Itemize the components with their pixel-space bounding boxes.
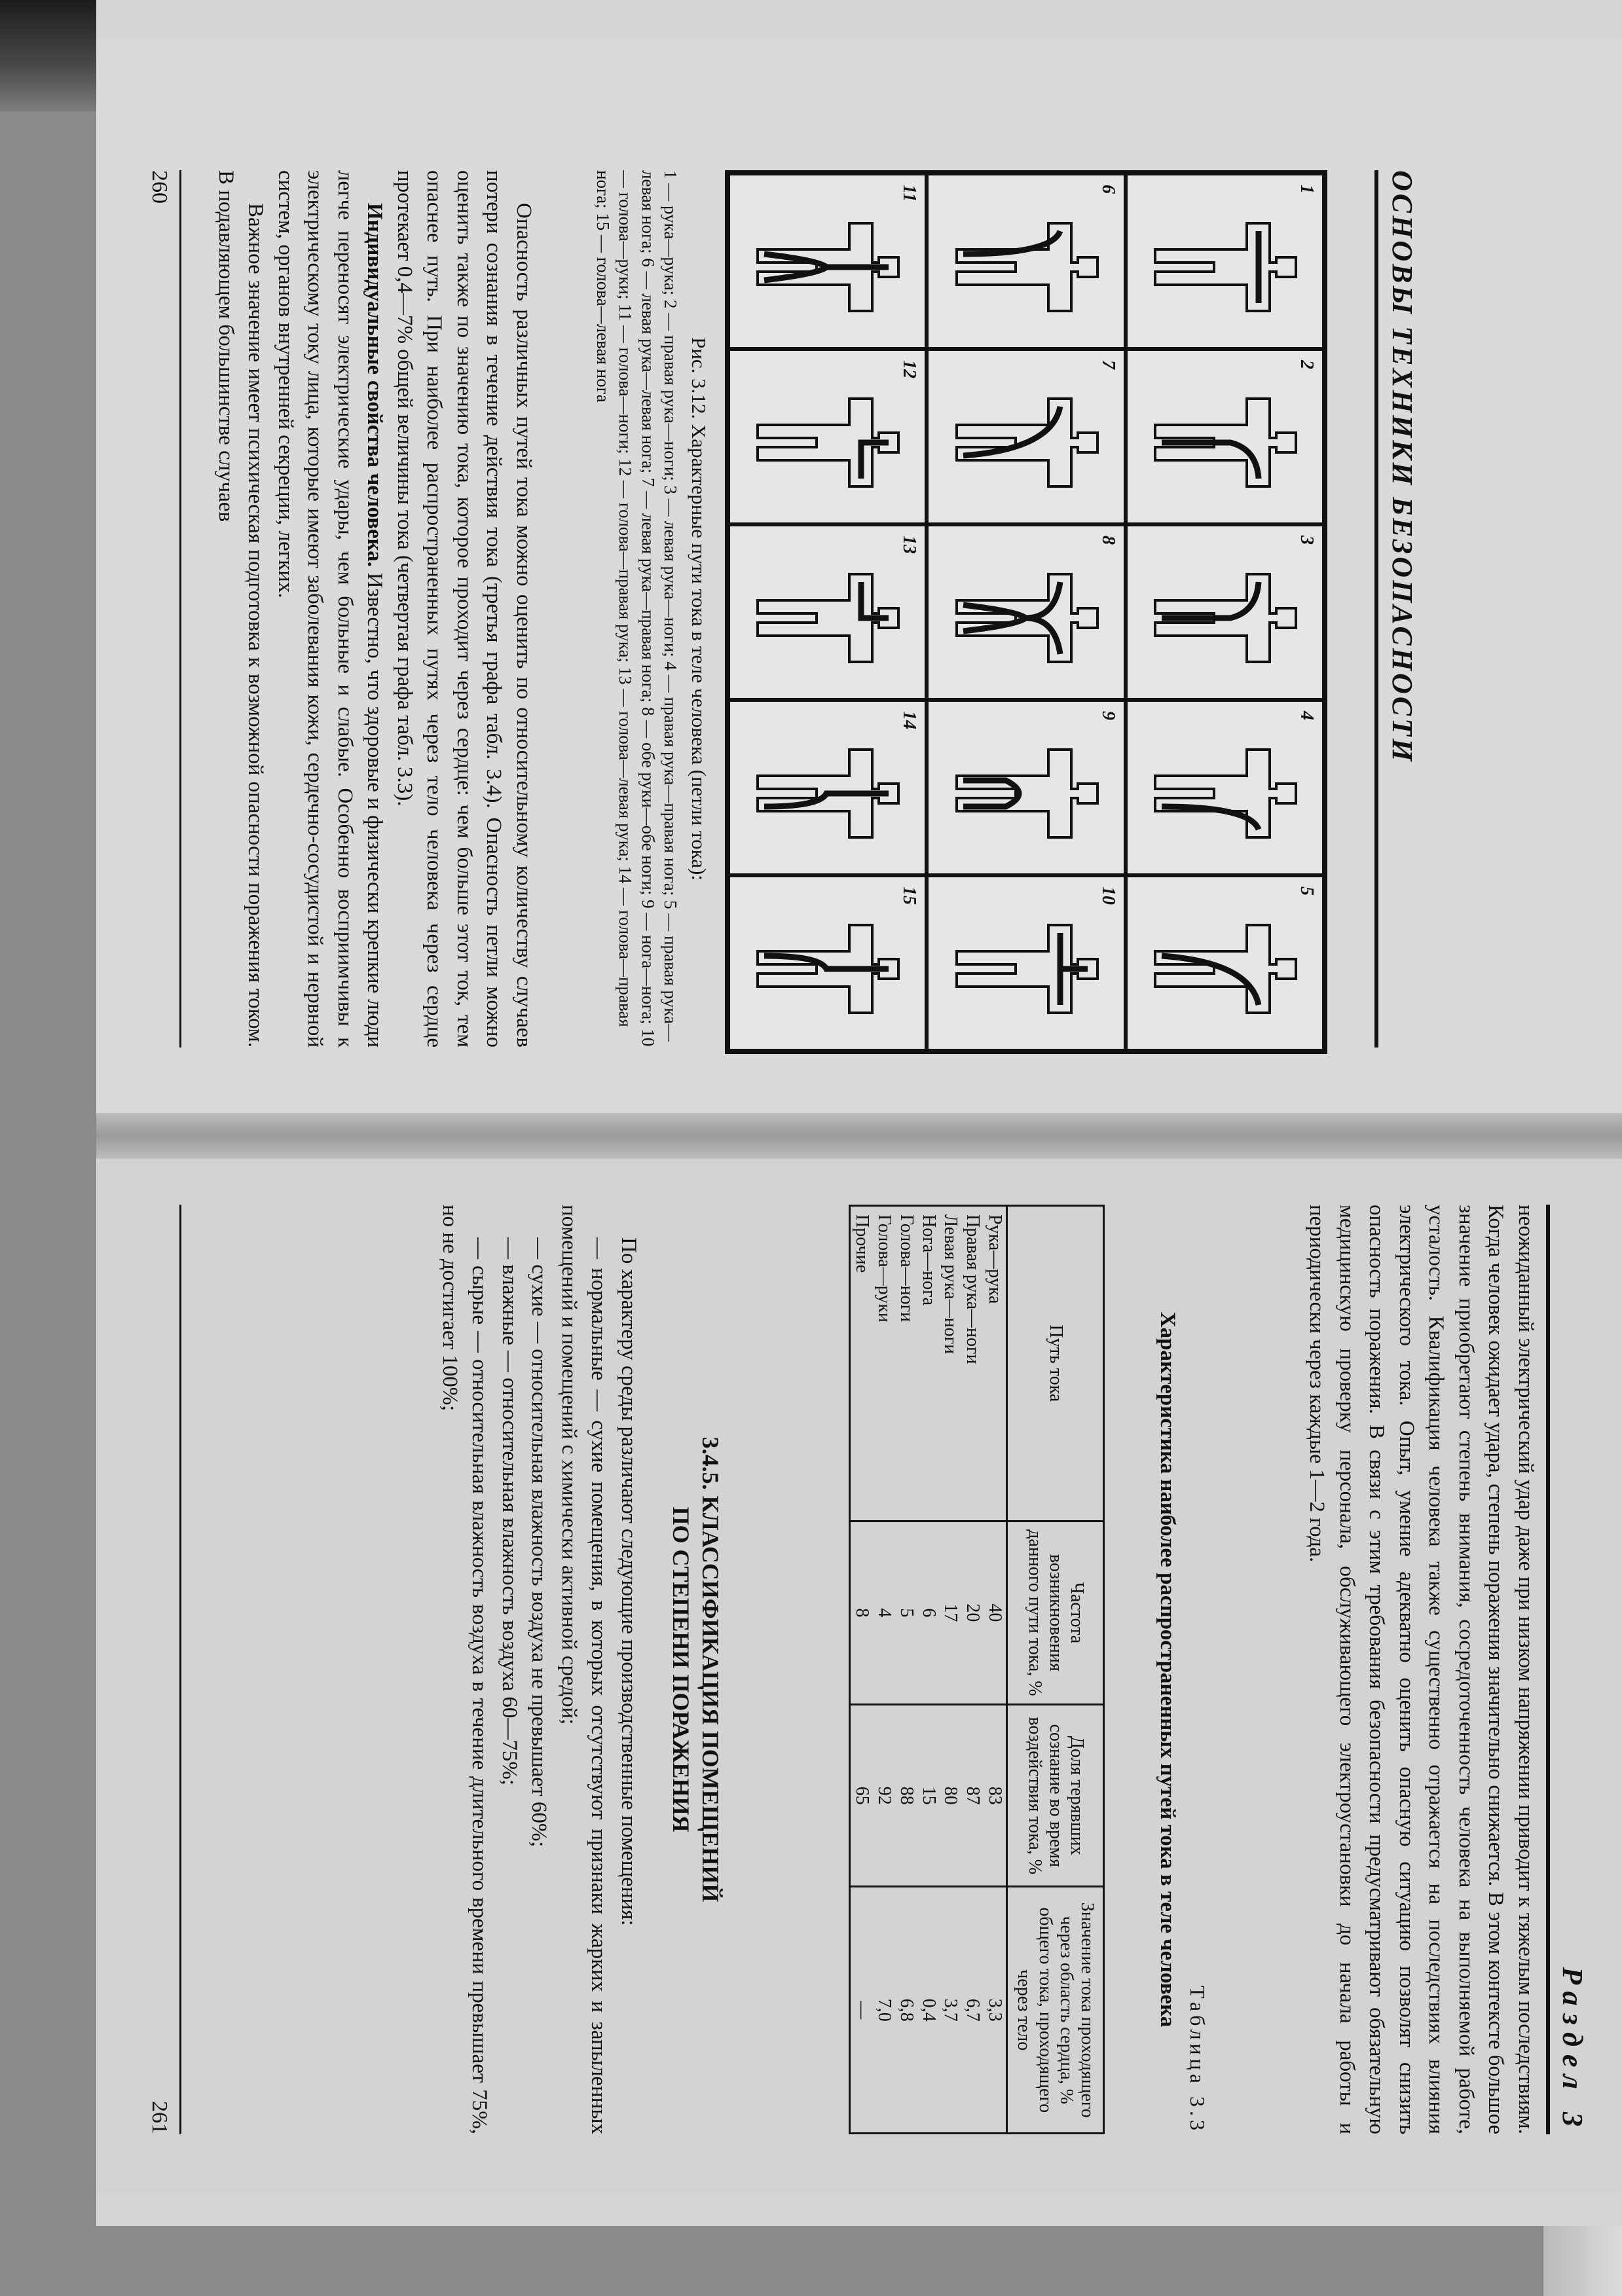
list-item: — нормальные — сухие помещения, в которых отсутствуют признаки жарких и запыленных помещений и помещений с химически активной средой; [557, 1205, 611, 2134]
figure-cell [927, 700, 1125, 875]
table-row [917, 1206, 940, 2134]
table-cell: — [849, 1887, 872, 2134]
current-paths-figure [725, 170, 1327, 1054]
page-261 [96, 1159, 1622, 2193]
right-top-text [1302, 1205, 1540, 2134]
body-silhouette-icon [1145, 903, 1302, 1034]
head-rule [1374, 170, 1378, 1048]
running-head-left: ОСНОВЫ ТЕХНИКИ БЕЗОПАСНОСТИ [1386, 170, 1418, 764]
figure-cell [1126, 700, 1324, 875]
table-header-cell: Частота возникновения данного пути тока, % [1007, 1521, 1104, 1704]
current-loop [764, 254, 889, 280]
body-silhouette-icon [748, 903, 905, 1034]
current-loop [764, 956, 889, 969]
table-cell: 80 [940, 1705, 962, 1887]
list-item: — сырые — относительная влажность воздуха в течение длительного времени превышает 75%, но не достигает 100%; [437, 1205, 492, 2134]
body-silhouette-icon [947, 202, 1104, 333]
body-silhouette-icon [748, 553, 905, 683]
table-cell: Левая рука—ноги [940, 1206, 962, 1522]
list-item: — сухие — относительная влажность воздуха не превышает 60%; [527, 1237, 551, 1848]
table-row [984, 1206, 1006, 2134]
table-cell: 65 [849, 1705, 872, 1887]
figure-cell-number: 10 [1097, 886, 1118, 905]
body-outline [1155, 750, 1296, 837]
table-header-cell: Доля терявших сознание во время воздействия тока, % [1007, 1705, 1104, 1887]
figure-cell-number: 4 [1297, 711, 1317, 720]
table-row [961, 1206, 984, 2134]
table-cell: 0,4 [917, 1887, 940, 2134]
figure-cell-number: 11 [899, 185, 920, 202]
page-260 [96, 39, 1622, 1113]
table-cell: 6 [917, 1521, 940, 1704]
head-rule [1546, 1205, 1550, 2134]
table-cell: Голова—ноги [895, 1206, 917, 1522]
figure-cell-number: 8 [1097, 536, 1118, 545]
bold-lead: Индивидуальные свойства человека. [363, 203, 387, 567]
table-cell: 88 [895, 1705, 917, 1887]
table-cell: 87 [961, 1705, 984, 1887]
current-paths-table [849, 1205, 1105, 2134]
body-silhouette-icon [748, 202, 905, 333]
room-classification [434, 1205, 643, 2134]
figure-cell-number: 15 [899, 886, 920, 905]
figure-cell [1126, 875, 1324, 1051]
figure-cell [728, 875, 927, 1051]
current-loop [764, 793, 889, 807]
book-gutter [96, 1113, 1622, 1159]
table-row [873, 1206, 895, 2134]
table-cell: Голова—руки [873, 1206, 895, 1522]
list-item: — влажные — относительная влажность воздуха 60—75%; [497, 1237, 521, 1786]
section-heading [666, 1205, 725, 2134]
table-cell: 20 [961, 1521, 984, 1704]
body-silhouette-icon [748, 728, 905, 859]
figure-cell [728, 524, 927, 700]
table-cell: Прочие [849, 1206, 872, 1522]
table-cell: 6,8 [895, 1887, 917, 2134]
foot-rule [179, 1205, 181, 2134]
body-silhouette-icon [947, 903, 1104, 1034]
table-label: Таблица 3.3 [1186, 1986, 1209, 2134]
figure-cell-number: 13 [899, 536, 920, 554]
table-cell: Рука—рука [984, 1206, 1006, 1522]
paragraph: Важное значение имеет психическая подготовка к возможной опасности поражения током. В подавляющем большинстве случаев [213, 170, 268, 1048]
table-cell: Нога—нога [917, 1206, 940, 1522]
book-spread [96, 0, 1622, 2226]
figure-cell-number: 1 [1297, 185, 1317, 194]
table-row [895, 1206, 917, 2134]
figure-cell [927, 524, 1125, 700]
table-cell: 7,0 [873, 1887, 895, 2134]
body-silhouette-icon [748, 377, 905, 508]
left-body-text [210, 170, 538, 1048]
figure-cell [927, 173, 1125, 349]
paragraph [270, 170, 389, 1048]
paragraph-rest: Известно, что здоровые и физически крепкие люди легче переносят электрические удары, чем больные и слабые. Особенно восприимчивы к электрическому току лица, которые имеют заболевания кожи, сердечно-сосудистой и нервной систем, органов внутренней секреции, легких. [273, 170, 387, 1048]
page-number-right: 261 [147, 2101, 172, 2134]
body-outline [957, 750, 1097, 837]
table-cell: 15 [917, 1705, 940, 1887]
body-silhouette-icon [1145, 377, 1302, 508]
figure-cell [728, 700, 927, 875]
figure-cell-number: 3 [1297, 536, 1317, 545]
table-cell: 5 [895, 1521, 917, 1704]
figure-cell [728, 173, 927, 349]
list-intro: По характеру среды различают следующие производственные помещения: [617, 1237, 640, 1926]
figure-cell [927, 349, 1125, 524]
figure-cell [728, 349, 927, 524]
figure-cell-number: 5 [1297, 886, 1317, 896]
current-loop [1060, 933, 1088, 1005]
figure-caption-text: 1 — рука—рука; 2 — правая рука—ноги; 3 — левая рука—ноги; 4 — правая рука—правая нога; 5 — правая рука—левая нога; 6 — левая рука—левая нога; 7 — левая рука—правая нога; 8 — обе руки—обе ноги; 9 — нога—нога; 10 — голова—руки; 11 — голова—ноги; 12 — голова—правая рука; 13 — голова—левая рука; 14 — голова—правая нога; 15 — голова—левая нога [593, 170, 681, 1047]
figure-cell-number: 2 [1297, 360, 1317, 369]
figure-cell-number: 7 [1097, 360, 1118, 369]
table-cell: 92 [873, 1705, 895, 1887]
table-header-row [1007, 1206, 1104, 2134]
table-body [849, 1206, 1006, 2134]
figure-cell [1126, 173, 1324, 349]
figure-cell-number: 14 [899, 711, 920, 729]
section-heading-line1: 3.4.5. КЛАССИФИКАЦИЯ ПОМЕЩЕНИЙ [697, 1436, 724, 1903]
body-silhouette-icon [1145, 553, 1302, 683]
figure-cell [1126, 349, 1324, 524]
paragraph: Опасность различных путей тока можно оценить по относительному количеству случаев потери сознания в течение действия тока (третья графа табл. 3.4). Опасность петли можно оценить также по значению тока, которое проходит через сердце: чем больше этот ток, тем опаснее путь. При наиболее распространенных путях через тело человека через сердце протекает 0,4—7% общей величины тока (четвертая графа табл. 3.3). [392, 170, 536, 1048]
figure-caption [591, 170, 712, 1048]
current-loop [963, 780, 1019, 807]
table-row [849, 1206, 872, 2134]
table-cell: 17 [940, 1521, 962, 1704]
body-silhouette-icon [1145, 728, 1302, 859]
section-heading-line2: ПО СТЕПЕНИ ПОРАЖЕНИЯ [668, 1506, 694, 1832]
figure-cell-number: 9 [1097, 711, 1118, 720]
body-silhouette-icon [1145, 202, 1302, 333]
table-title: Характеристика наиболее распространенных путей тока в теле человека [1156, 1311, 1179, 2028]
body-silhouette-icon [947, 728, 1104, 859]
figure-caption-title: Рис. 3.12. Характерные пути тока в теле человека (петли тока): [688, 337, 710, 881]
body-outline [957, 223, 1097, 311]
table-cell: Правая рука—ноги [961, 1206, 984, 1522]
paragraph: неожиданный электрический удар даже при низком напряжении приводит к тяжелым последствиям. Когда человек ожидает удара, степень поражения значительно снижается. В этом контексте большое значение приобретают степень внимания, сосредоточенность человека на выполняемой работе, усталость. Квалификация человека также существенно отражается на последствиях влияния электрического тока. Опыт, умение адекватно оценить опасную ситуацию позволят снизить опасность поражения. В связи с этим требования безопасности предусматривают обязательную медицинскую проверку персонала, обслуживающего электроустановки до начала работы и периодически через каждые 1—2 года. [1305, 1205, 1538, 2134]
figure-cell [927, 875, 1125, 1051]
table-row [940, 1206, 962, 2134]
table-header-cell: Значение тока проходящего через область сердца, % общего тока, проходящего через тело [1007, 1887, 1104, 2134]
body-silhouette-icon [947, 377, 1104, 508]
table-cell: 83 [984, 1705, 1006, 1887]
table-header-cell: Путь тока [1007, 1206, 1104, 1522]
table-cell: 3,7 [940, 1887, 962, 2134]
running-head-right: Раздел 3 [1557, 1967, 1589, 2134]
figure-cell [1126, 524, 1324, 700]
current-loop [963, 582, 1060, 654]
figure-cell-number: 12 [899, 360, 920, 378]
table-cell: 40 [984, 1521, 1006, 1704]
body-silhouette-icon [947, 553, 1104, 683]
page-number-left: 260 [147, 170, 172, 204]
body-outline [1155, 223, 1296, 311]
classification-list [434, 1205, 613, 2134]
foot-rule [179, 170, 181, 1048]
table-cell: 3,3 [984, 1887, 1006, 2134]
figure-cell-number: 6 [1097, 185, 1118, 194]
table-cell: 8 [849, 1521, 872, 1704]
table-cell: 6,7 [961, 1887, 984, 2134]
table-cell: 4 [873, 1521, 895, 1704]
